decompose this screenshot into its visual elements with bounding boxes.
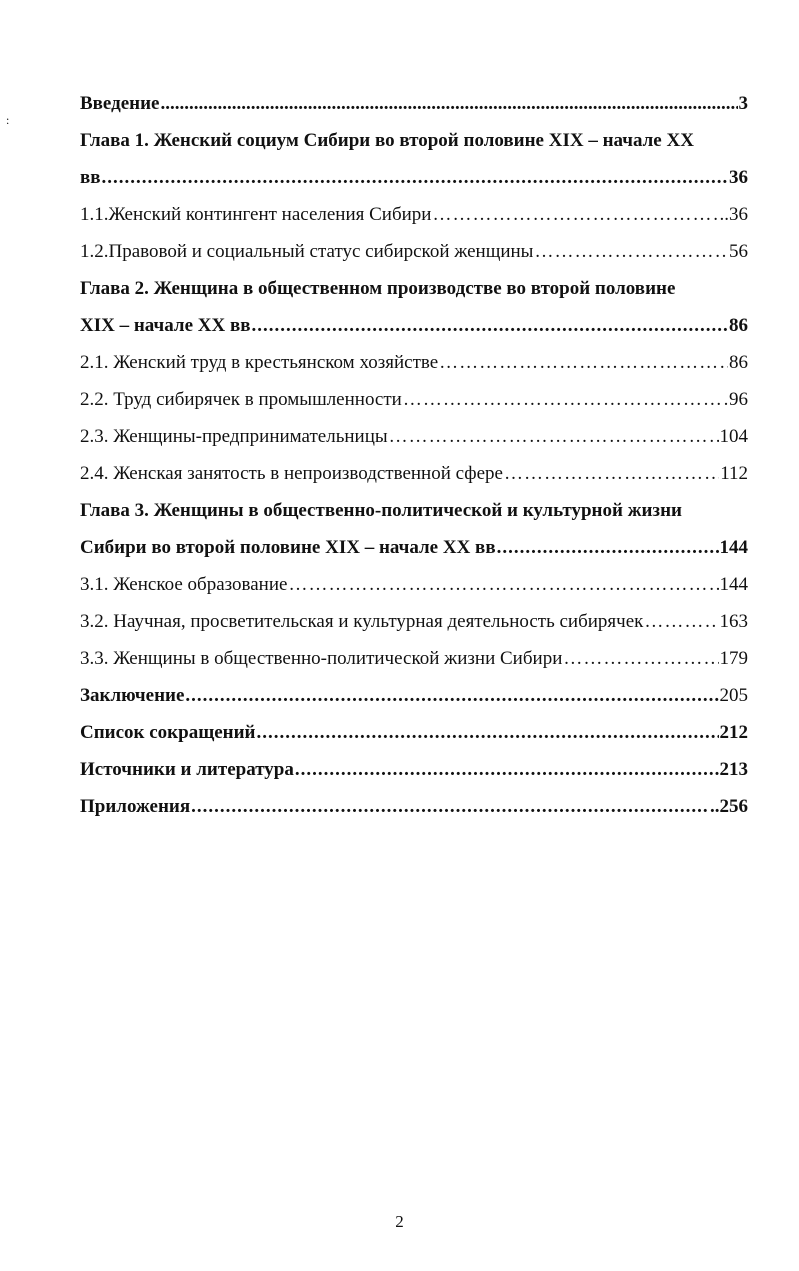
dot-leader xyxy=(251,315,728,337)
toc-entry-title: Глава 2. Женщина в общественном производстве во второй половине xyxy=(80,277,676,299)
toc-entry-page: ..256 xyxy=(710,795,748,817)
toc-entry-title: 3.2. Научная, просветительская и культурная деятельность сибирячек xyxy=(80,610,644,632)
toc-entry-section-2-3 xyxy=(80,418,748,455)
toc-entry-chapter-2 xyxy=(80,270,748,307)
toc-entry-section-2-4 xyxy=(80,455,748,492)
table-of-contents xyxy=(80,85,748,825)
toc-entry-page: 179 xyxy=(719,647,748,669)
toc-entry-conclusion xyxy=(80,677,748,714)
toc-entry-title: 2.2. Труд сибирячек в промышленности xyxy=(80,388,402,410)
toc-entry-title: 2.1. Женский труд в крестьянском хозяйстве xyxy=(80,351,439,373)
toc-entry-title: Глава 1. Женский социум Сибири во второй половине XIX – начале XX xyxy=(80,129,694,151)
toc-entry-page: 86 xyxy=(729,351,748,373)
dot-leader xyxy=(504,463,719,485)
dot-leader xyxy=(185,685,718,707)
dot-leader xyxy=(191,796,709,818)
toc-entry-title: Приложения xyxy=(80,795,191,817)
dot-leader xyxy=(563,648,718,670)
toc-entry-chapter-2-cont xyxy=(80,307,748,344)
dot-leader xyxy=(432,204,718,226)
toc-entry-page: 56 xyxy=(729,240,748,262)
toc-entry-page: 36 xyxy=(729,166,748,188)
dot-leader xyxy=(161,93,738,115)
toc-entry-chapter-1 xyxy=(80,122,748,159)
toc-entry-page: 112 xyxy=(720,462,748,484)
toc-entry-page: 86 xyxy=(729,314,748,336)
toc-entry-chapter-1-cont xyxy=(80,159,748,196)
toc-entry-section-1-2 xyxy=(80,233,748,270)
toc-entry-introduction xyxy=(80,85,748,122)
toc-entry-title: 2.4. Женская занятость в непроизводственной сфере xyxy=(80,462,503,484)
dot-leader xyxy=(439,352,728,374)
toc-entry-title: Введение xyxy=(80,92,160,114)
toc-entry-section-2-2 xyxy=(80,381,748,418)
toc-entry-chapter-3-cont xyxy=(80,529,748,566)
dot-leader xyxy=(295,759,719,781)
toc-entry-sources xyxy=(80,751,748,788)
dot-leader xyxy=(102,167,728,189)
dot-leader xyxy=(403,389,728,411)
toc-entry-title: Сибири во второй половине XIX – начале XX вв xyxy=(80,536,496,558)
toc-entry-title: Источники и литература xyxy=(80,758,294,780)
toc-entry-section-1-1 xyxy=(80,196,748,233)
toc-entry-appendices xyxy=(80,788,748,825)
toc-entry-title: XIX – начале XX вв xyxy=(80,314,251,336)
dot-leader xyxy=(644,611,718,633)
toc-entry-page: 205 xyxy=(719,684,748,706)
toc-entry-page: 144 xyxy=(719,536,748,558)
toc-entry-title: 1.1.Женский контингент населения Сибири xyxy=(80,203,432,225)
toc-entry-page: 96 xyxy=(729,388,748,410)
dot-leader xyxy=(288,574,718,596)
dot-leader xyxy=(534,241,728,263)
toc-entry-title: Глава 3. Женщины в общественно-политической и культурной жизни xyxy=(80,499,682,521)
toc-entry-page: 213 xyxy=(719,758,748,780)
dot-leader xyxy=(389,426,719,448)
toc-entry-title: 1.2.Правовой и социальный статус сибирской женщины xyxy=(80,240,534,262)
toc-entry-title: 3.3. Женщины в общественно-политической жизни Сибири xyxy=(80,647,563,669)
page-number: 2 xyxy=(395,1212,404,1231)
toc-entry-abbreviations xyxy=(80,714,748,751)
toc-entry-title: Список сокращений xyxy=(80,721,256,743)
toc-entry-page: 104 xyxy=(719,425,748,447)
dot-leader xyxy=(497,537,719,559)
toc-entry-title: вв xyxy=(80,166,101,188)
toc-entry-section-3-3 xyxy=(80,640,748,677)
toc-entry-section-3-1 xyxy=(80,566,748,603)
toc-entry-page: 212 xyxy=(719,721,748,743)
toc-entry-section-3-2 xyxy=(80,603,748,640)
toc-entry-page: 163 xyxy=(719,610,748,632)
toc-entry-title: 3.1. Женское образование xyxy=(80,573,288,595)
margin-mark: : xyxy=(6,113,10,127)
toc-entry-title: 2.3. Женщины-предпринимательницы xyxy=(80,425,388,447)
toc-entry-page: 144 xyxy=(719,573,748,595)
toc-entry-page: ..36 xyxy=(719,203,748,225)
toc-entry-title: Заключение xyxy=(80,684,185,706)
dot-leader xyxy=(257,722,719,744)
toc-entry-section-2-1 xyxy=(80,344,748,381)
toc-entry-chapter-3 xyxy=(80,492,748,529)
toc-entry-page: 3 xyxy=(738,92,748,114)
